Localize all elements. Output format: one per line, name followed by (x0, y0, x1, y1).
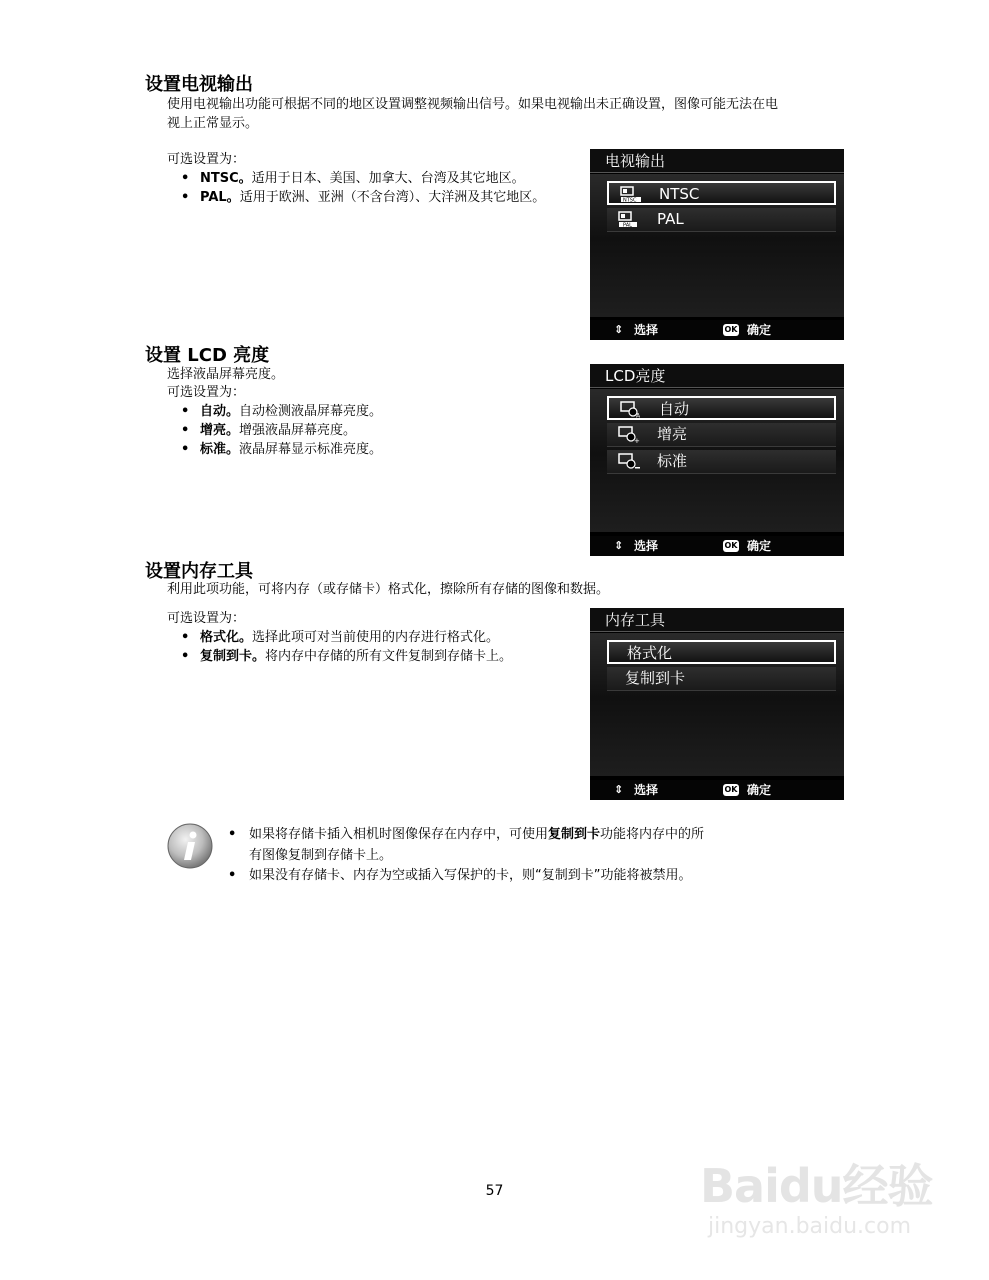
select-label: 选择 (634, 323, 659, 337)
tv-output-options-label: 可选设置为： (167, 152, 246, 167)
option-label: PAL (657, 210, 684, 228)
bullet-term: PAL。 (200, 190, 240, 205)
brightness-standard-icon (618, 453, 640, 470)
updown-arrow-icon: ⇕ (614, 783, 624, 796)
menu-option-ntsc[interactable] (607, 181, 836, 205)
screen-footer (590, 320, 844, 340)
option-label: 增亮 (657, 425, 688, 443)
note-text: 如果将存储卡插入相机时图像保存在内存中，可使用 (249, 827, 549, 842)
brightness-auto-icon (620, 401, 642, 418)
watermark-url: jingyan.baidu.com (708, 1214, 912, 1239)
screen-footer (590, 536, 844, 556)
ok-button-icon: OK (724, 785, 738, 794)
section-heading-memory-tools: 设置内存工具 (145, 561, 253, 582)
updown-arrow-icon: ⇕ (614, 539, 624, 552)
tv-output-description-line2: 视上正常显示。 (167, 116, 259, 131)
screen-title: LCD亮度 (590, 364, 844, 388)
lcd-brightness-screen (590, 364, 844, 556)
section-heading-tv-output: 设置电视输出 (145, 74, 253, 95)
menu-option-pal[interactable] (607, 208, 836, 232)
bullet-term: 标准。 (200, 442, 240, 457)
watermark-logo: Baidu经验 (700, 1159, 933, 1213)
menu-option-auto[interactable] (607, 396, 836, 420)
note-text: 功能将内存中的所 (600, 827, 705, 842)
section-heading-lcd-brightness: 设置 LCD 亮度 (145, 345, 270, 366)
note-bold-text: 复制到卡 (548, 827, 601, 842)
option-label: 标准 (657, 452, 688, 470)
memory-tools-options-label: 可选设置为： (167, 611, 246, 626)
option-label: 自动 (659, 400, 690, 418)
select-label: 选择 (634, 539, 659, 553)
svg-text:A: A (636, 412, 641, 418)
ok-button-icon: OK (724, 541, 738, 550)
svg-text:PAL: PAL (623, 222, 632, 228)
info-note-icon (166, 822, 214, 870)
lcd-brightness-options-label: 可选设置为： (167, 385, 246, 400)
menu-option-copy-to-card[interactable] (607, 667, 836, 691)
menu-option-standard[interactable] (607, 450, 836, 474)
bullet-term: 复制到卡。 (200, 649, 266, 664)
confirm-label: 确定 (747, 323, 772, 337)
screen-footer (590, 780, 844, 800)
watermark (700, 1130, 940, 1240)
bullet-term: 格式化。 (200, 630, 253, 645)
brightness-plus-icon (618, 426, 640, 443)
memory-tools-description: 利用此项功能，可将内存（或存储卡）格式化，擦除所有存储的图像和数据。 (167, 582, 610, 597)
select-label: 选择 (634, 783, 659, 797)
screen-title: 电视输出 (590, 149, 844, 173)
page-number: 57 (485, 1183, 504, 1199)
bullet-term: 增亮。 (200, 423, 240, 438)
screen-title: 内存工具 (590, 608, 844, 632)
option-label: 复制到卡 (625, 669, 686, 687)
pal-icon (618, 211, 640, 228)
bullet-text: 适用于欧洲、亚洲（不含台湾）、大洋洲及其它地区。 (239, 190, 546, 205)
note-text: 有图像复制到存储卡上。 (249, 848, 393, 863)
bullet-text: 将内存中存储的所有文件复制到存储卡上。 (265, 649, 513, 664)
bullet-text: 适用于日本、美国、加拿大、台湾及其它地区。 (251, 171, 525, 186)
tv-output-description-line1: 使用电视输出功能可根据不同的地区设置调整视频输出信号。如果电视输出未正确设置，图像可能无法在电 (167, 97, 779, 112)
bullet-text: 增强液晶屏幕亮度。 (239, 423, 357, 438)
bullet-text: 液晶屏幕显示标准亮度。 (239, 442, 383, 457)
bullet-text: 自动检测液晶屏幕亮度。 (239, 404, 383, 419)
bullet-term: 自动。 (200, 404, 240, 419)
option-label: 格式化 (627, 644, 673, 662)
memory-tools-screen (590, 608, 844, 800)
note-text: 如果没有存储卡、内存为空或插入写保护的卡，则“复制到卡”功能将被禁用。 (249, 868, 692, 883)
ok-button-icon: OK (724, 325, 738, 334)
tv-output-screen (590, 149, 844, 340)
confirm-label: 确定 (747, 539, 772, 553)
option-label: NTSC (659, 185, 700, 203)
confirm-label: 确定 (747, 783, 772, 797)
bullet-text: 选择此项可对当前使用的内存进行格式化。 (252, 630, 500, 645)
ntsc-icon (620, 186, 642, 203)
svg-text:+: + (634, 437, 640, 443)
bullet-term: NTSC。 (200, 171, 252, 186)
menu-option-format[interactable] (607, 640, 836, 664)
menu-option-brighten[interactable] (607, 423, 836, 447)
lcd-brightness-description: 选择液晶屏幕亮度。 (167, 367, 285, 382)
updown-arrow-icon: ⇕ (614, 323, 624, 336)
svg-text:NTSC: NTSC (623, 197, 637, 203)
